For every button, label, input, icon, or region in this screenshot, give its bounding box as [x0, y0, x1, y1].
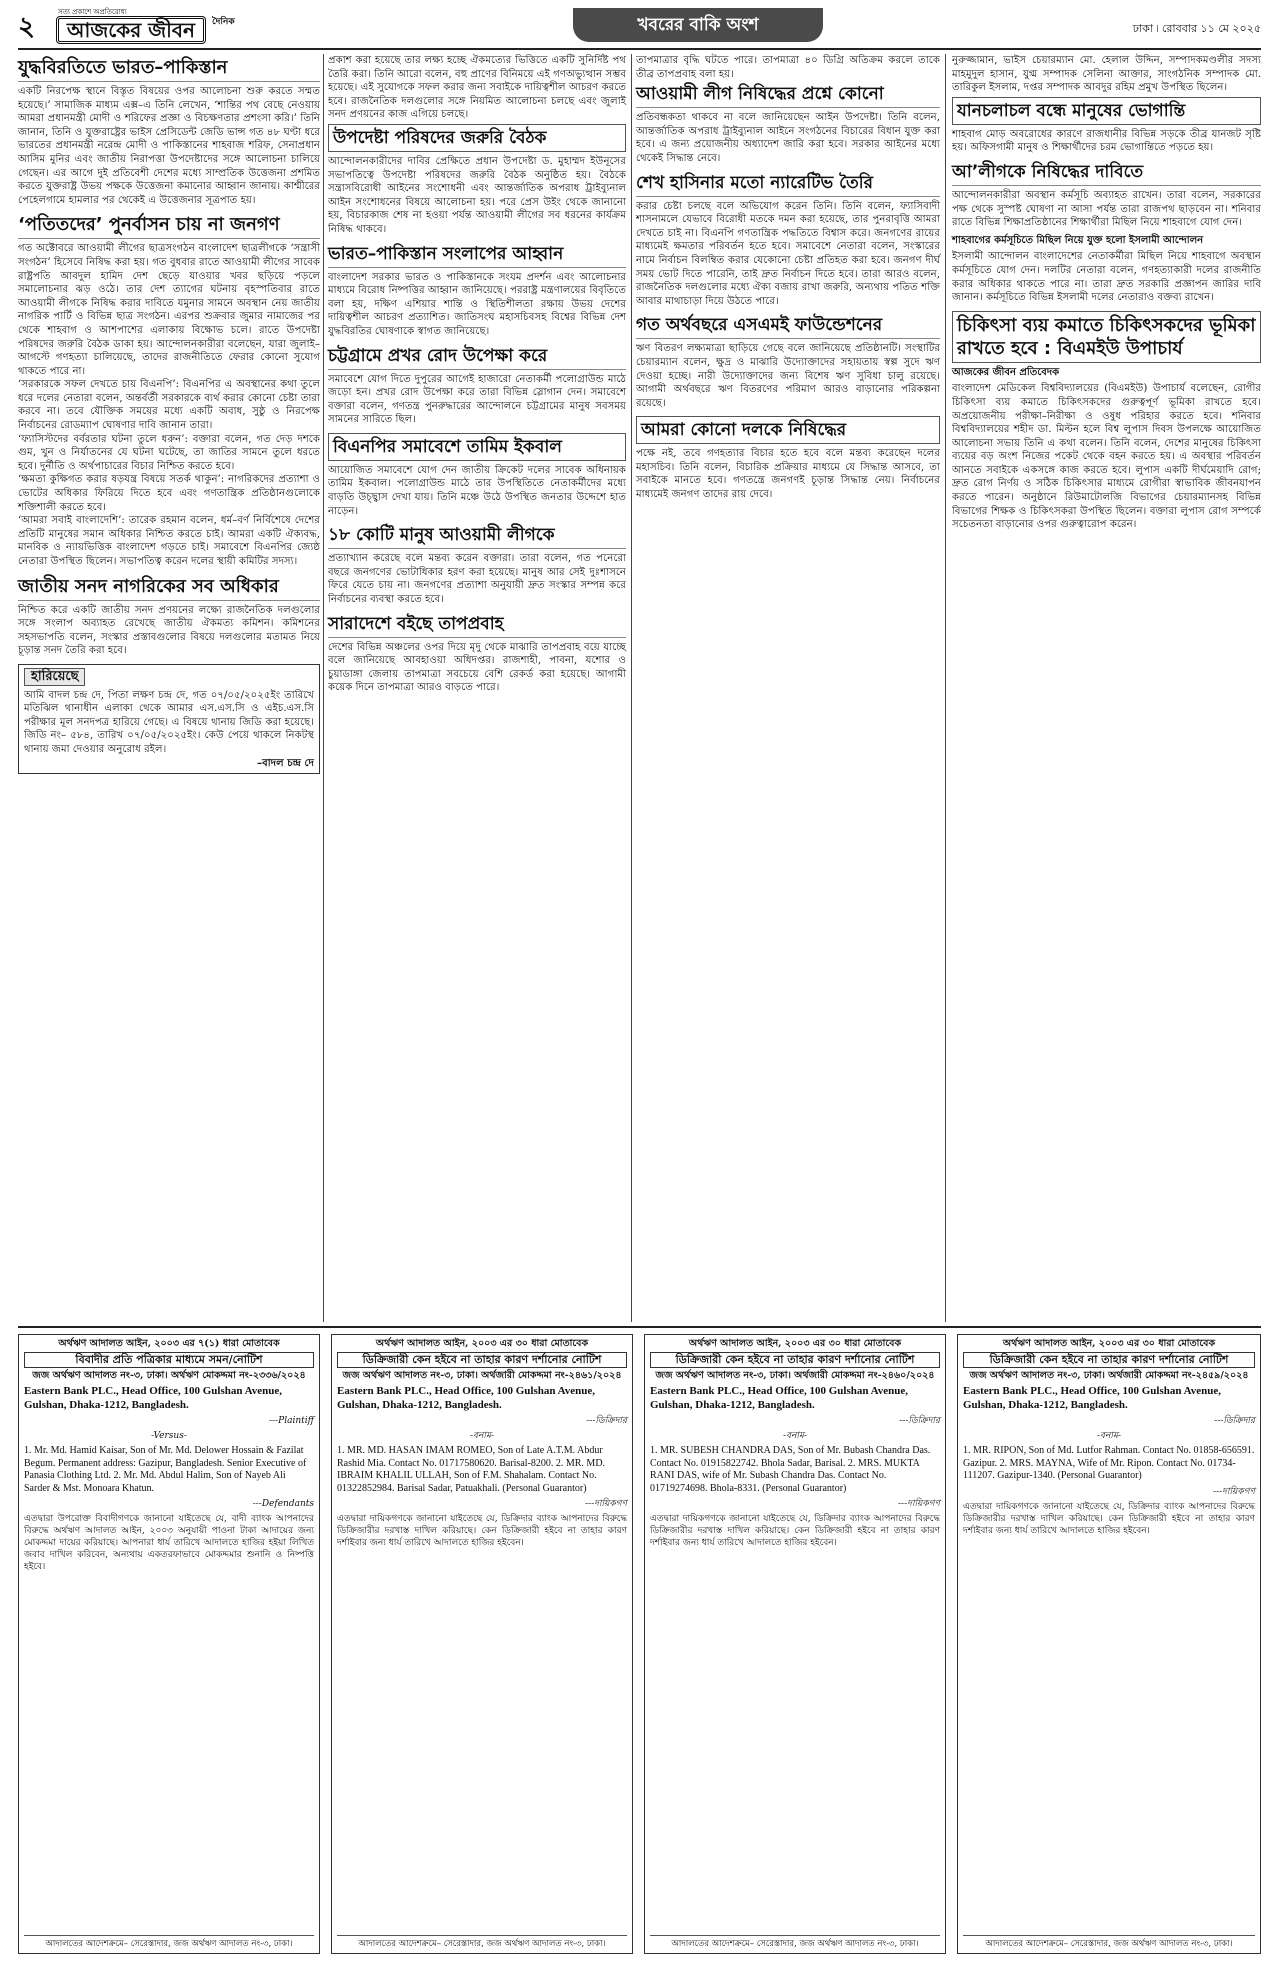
notice-defendants: 1. MR. RIPON, Son of Md. Lutfor Rahman. Contact No. 01858-656591. Gazipur. 2. MRS. MAYNA, Wife of Mr. Ripon. Contact No. 01734-111207. Gazipur-1340. (Personal Guarantor)	[963, 1445, 1255, 1481]
article-body: করার চেষ্টা চলছে বলে অভিযোগ করেন তিনি। তিনি বলেন, ফ্যাসিবাদী শাসনামলে যেভাবে বিরোধী মতকে দমন করা হয়েছে, তার পুনরাবৃত্তি আমরা দেখতে চাই না। বিএনপি গণতান্ত্রিক পদ্ধতিতে বিশ্বাস করে। জনগণের রায়ের মাধ্যমেই ক্ষমতার পরিবর্তন হতে হবে। সমাবেশে নেতারা বলেন, সংস্কারের নামে নির্বাচন বিলম্বিত করার যেকোনো চেষ্টা প্রতিহত করা হবে। জনগণ দীর্ঘ সময় ভোট দিতে পারেনি, তাই দ্রুত নির্বাচন দিতে হবে। তারা আরও বলেন, রাজনৈতিক দলগুলোর মধ্যে ঐক্য বজায় রাখা জরুরি, অন্যথায় পতিত শক্তি আবার মাথাচাড়া দিয়ে উঠতে পারে।	[636, 200, 940, 307]
article-body: বাংলাদেশ মেডিকেল বিশ্ববিদ্যালয়ের (বিএমইউ) উপাচার্য বলেছেন, রোগীর চিকিৎসা ব্যয় কমাতে চিকিৎসকদের গুরুত্বপূর্ণ ভূমিকা রাখতে হবে। অপ্রয়োজনীয় পরীক্ষা–নিরীক্ষা ও ওষুধ পরিহার করতে হবে। শনিবার বিশ্ববিদ্যালয়ের শহীদ ডা. মিল্টন হলে বিশ্ব লুপাস দিবস উপলক্ষে আয়োজিত আলোচনা সভায় তিনি এ কথা বলেন। তিনি বলেন, দেশের মানুষের চিকিৎসা ব্যয়ের বড় অংশ নিজের পকেট থেকে বহন করতে হয়। এ অবস্থার পরিবর্তন আনতে সবাইকে একসঙ্গে কাজ করতে হবে। লুপাস একটি দীর্ঘমেয়াদি রোগ; দ্রুত রোগ নির্ণয় ও সঠিক চিকিৎসার মাধ্যমে রোগীরা স্বাভাবিক জীবনযাপন করতে পারেন। অনুষ্ঠানে রিউমাটোলজি বিভাগের চেয়ারম্যানসহ বিভিন্ন বিভাগের শিক্ষক ও চিকিৎসকরা উপস্থিত ছিলেন। বক্তারা লুপাস রোগ সম্পর্কে সচেতনতা বাড়ানোর ওপর গুরুত্বারোপ করেন।	[952, 383, 1261, 531]
notice-label: ---Defendants	[252, 1499, 314, 1509]
legal-notice	[331, 1334, 633, 1954]
article	[18, 213, 320, 568]
article-body: প্রতিবন্ধকতা থাকবে না বলে জানিয়েছেন আইন উপদেষ্টা। তিনি বলেন, আন্তর্জাতিক অপরাধ ট্রাইব্যুনাল আইনে সংগঠনের বিচারের বিধান যুক্ত করা হবে। এ জন্য প্রয়োজনীয় অধ্যাদেশ জারি করা হবে। সরকার আইনের মধ্যে থেকেই সিদ্ধান্ত নেবে।	[636, 112, 940, 164]
brand-logo	[56, 16, 256, 44]
notice-label: ---ডিক্রিদার	[899, 1416, 940, 1426]
notice-defendants: 1. MR. SUBESH CHANDRA DAS, Son of Mr. Bubash Chandra Das. Contact No. 01915822742. Bhola Sadar, Barisal. 2. MRS. MUKTA RANI DAS, wife of Mr. Subash Chandra Das. Contact No. 01719274698. Bhola-8331. (Personal Guarantor)	[650, 1445, 931, 1494]
article	[636, 172, 940, 309]
headline: চিকিৎসা ব্যয় কমাতে চিকিৎসকদের ভূমিকা রাখতে হবে : বিএমইউ উপাচার্য	[952, 311, 1261, 363]
notice-footer: আদালতের আদেশক্রমে– সেরেস্তাদার, জজ অর্থঋণ আদালত নং-৩, ঢাকা।	[650, 1935, 940, 1950]
legal-notice	[957, 1334, 1261, 1954]
article-body: প্রকাশ করা হয়েছে তার লক্ষ্য হচ্ছে ঐকমত্যের ভিত্তিতে একটি সুনির্দিষ্ট পথ তৈরি করা। তিনি আরো বলেন, বহু প্রাণের বিনিময়ে এই গণঅভ্যুত্থান সম্ভব হয়েছে। এই সুযোগকে সফল করার জন্য সবাইকে দায়িত্বশীল আচরণ করতে হবে। রাজনৈতিক দলগুলোর সঙ্গে নিয়মিত আলোচনা চলছে এবং জুলাই সনদ প্রণয়নের কাজ এগিয়ে চলছে।	[328, 55, 626, 121]
notice-title: ডিক্রিজারী কেন হইবে না তাহার কারণ দর্শানোর নোটিশ	[337, 1352, 627, 1368]
lost-notice-signature: –বাদল চন্দ্র দে	[257, 756, 314, 769]
brand-daily-label: দৈনিক	[212, 17, 235, 27]
notice-body: এতদ্বারা দায়িকগণকে জানানো যাইতেছে যে, ডিক্রিদার ব্যাংক আপনাদের বিরুদ্ধে ডিক্রিজারীর দরখাস্ত দাখিল করিয়াছে। কেন ডিক্রিজারী হইবে না তাহার কারণ দর্শাইবার জন্য ধার্য তারিখে আদালতে হাজির হইবেন।	[337, 1514, 627, 1548]
notice-case: জজ অর্থঋণ আদালত নং-৩, ঢাকা। অর্থজারী মোকদ্দমা নং-২৪৬১/২০২৪	[342, 1370, 622, 1381]
article	[328, 433, 626, 518]
notice-label: ---দায়িকগণ	[898, 1499, 940, 1509]
notice-label: ---Plaintiff	[269, 1416, 314, 1426]
headline: যানচলাচল বন্ধে মানুষের ভোগান্তি	[952, 97, 1261, 125]
article-body: আন্দোলনকারীরা অবস্থান কর্মসূচি অব্যাহত রাখেন। তারা বলেন, সরকারের পক্ষ থেকে সুস্পষ্ট ঘোষণা না আসা পর্যন্ত তারা রাজপথ ছাড়বেন না। শনিবার রাতে বিভিন্ন শিক্ষাপ্রতিষ্ঠানের শিক্ষার্থীরা মিছিল নিয়ে শাহবাগে যোগ দেন।	[952, 189, 1261, 229]
article	[328, 524, 626, 606]
article-body: নুরুজ্জামান, ভাইস চেয়ারম্যান মো. হেলাল উদ্দিন, সম্পাদকমণ্ডলীর সদস্য মাহমুদুল হাসান, যুগ্ম সম্পাদক সেলিনা আক্তার, সাংগঠনিক সম্পাদক মো. তারিকুল ইসলাম, দপ্তর সম্পাদক আবদুর রহিম প্রমুখ উপস্থিত ছিলেন।	[952, 55, 1261, 94]
notice-case: জজ অর্থঋণ আদালত নং-৩, ঢাকা। অর্থঋণ মোকদ্দমা নং-২৩৩৬/২০২৪	[32, 1370, 306, 1381]
headline: উপদেষ্টা পরিষদের জরুরি বৈঠক	[328, 124, 626, 152]
headline: ১৮ কোটি মানুষ আওয়ামী লীগকে	[328, 524, 626, 549]
notice-plaintiff	[963, 1385, 1255, 1412]
article-body: আন্দোলনকারীদের দাবির প্রেক্ষিতে প্রধান উপদেষ্টা ড. মুহাম্মদ ইউনূসের সভাপতিত্বে উপদেষ্টা পরিষদের জরুরি বৈঠক অনুষ্ঠিত হয়। বৈঠকে সন্ত্রাসবিরোধী আইনের সংশোধনী এবং আন্তর্জাতিক অপরাধ ট্রাইব্যুনাল আইন সংশোধনের বিষয়ে আলোচনা হয়। পরে প্রেস উইং থেকে জানানো হয়, বিচারকাজ শেষ না হওয়া পর্যন্ত আওয়ামী লীগের সব ধরনের কার্যক্রম নিষিদ্ধ থাকবে।	[328, 155, 626, 235]
lost-notice	[18, 664, 320, 774]
brand-name: আজকের জীবন	[56, 16, 206, 44]
article-body: ইসলামী আন্দোলন বাংলাদেশের নেতাকর্মীরা মিছিল নিয়ে শাহবাগে অবস্থান কর্মসূচিতে যোগ দেন। দলটির নেতারা বলেন, গণহত্যাকারী দলের রাজনীতি করার অধিকার থাকতে পারে না। তারা দ্রুত সরকারি প্রজ্ঞাপন জারির দাবি জানান। কর্মসূচিতে বিভিন্ন ইসলামী দলের নেতারাও বক্তব্য রাখেন।	[952, 251, 1261, 304]
section-banner: খবরের বাকি অংশ	[573, 8, 823, 42]
article	[636, 314, 940, 410]
lost-notice-title: হারিয়েছে	[24, 668, 85, 686]
headline: চট্টগ্রামে প্রখর রোদ উপেক্ষা করে	[328, 345, 626, 370]
headline: ভারত–পাকিস্তান সংলাপের আহ্বান	[328, 243, 626, 268]
notice-plaintiff	[24, 1385, 314, 1412]
headline: আ’লীগকে নিষিদ্ধের দাবিতে	[952, 161, 1261, 186]
article	[636, 83, 940, 165]
subheadline: শাহবাগের কর্মসূচিতে মিছিল নিয়ে যুক্ত হলো ইসলামী আন্দোলন	[952, 234, 1204, 246]
article	[328, 243, 626, 339]
byline: আজকের জীবন প্রতিবেদক	[952, 366, 1060, 378]
notice-body: এতদ্বারা উপরোক্ত বিবাদীগণকে জানানো যাইতেছে যে, বাদী ব্যাংক আপনাদের বিরুদ্ধে অর্থঋণ আদালত আইন, ২০০৩ অনুযায়ী পাওনা টাকা আদায়ের জন্য মোকদ্দমা দায়ের করিয়াছে। আপনারা ধার্য তারিখে আদালতে হাজির হইয়া লিখিত জবাব দাখিল করিবেন, অন্যথায় একতরফাভাবে মোকদ্দমার শুনানি ও নিষ্পত্তি হইবে।	[24, 1514, 314, 1572]
notice-label: -বনাম-	[469, 1431, 495, 1441]
notice-case: জজ অর্থঋণ আদালত নং-৩, ঢাকা। অর্থজারী মোকদ্দমা নং-২৪৬০/২০২৪	[655, 1370, 935, 1381]
article-body: বাংলাদেশ সরকার ভারত ও পাকিস্তানকে সংযম প্রদর্শন এবং আলোচনার মাধ্যমে বিরোধ নিষ্পত্তির আহ্বান জানিয়েছে। পররাষ্ট্র মন্ত্রণালয়ের বিবৃতিতে বলা হয়, দক্ষিণ এশিয়ার শান্তি ও স্থিতিশীলতা রক্ষায় উভয় দেশের দায়িত্বশীল আচরণ প্রত্যাশিত। জাতিসংঘ মহাসচিবসহ বিশ্বের বিভিন্ন দেশ যুদ্ধবিরতির ঘোষণাকে স্বাগত জানিয়েছে।	[328, 271, 626, 337]
column-3	[636, 54, 940, 508]
article-body: একটি নিরপেক্ষ স্থানে বিস্তৃত বিষয়ের ওপর আলোচনা শুরু করতে সম্মত হয়েছে।’ সামাজিক মাধ্যম এক্স–এ তিনি লেখেন, ‘শান্তির পথ বেছে নেওয়ায় আমরা প্রধানমন্ত্রী মোদী ও শরিফের প্রজ্ঞা ও বিচক্ষণতার প্রশংসা করি।’ তিনি জানান, তিনি ও যুক্তরাষ্ট্রের ভাইস প্রেসিডেন্ট জেডি ভান্স গত ৪৮ ঘণ্টা ধরে ভারতের প্রধানমন্ত্রী নরেন্দ্র মোদী ও পাকিস্তানের শাহবাজ শরিফ, সেনাপ্রধান আসিম মুনির এবং জাতীয় নিরাপত্তা উপদেষ্টাদের সঙ্গে আলোচনা চালিয়ে গেছেন। এর আগে দুই প্রতিবেশী দেশের মধ্যে সাম্প্রতিক উত্তেজনা প্রশমিত করতে যুক্তরাষ্ট্র উভয় পক্ষকে উত্তেজনা কমানোর আহ্বান জানায়। কাশ্মীরের পেহেলগামে হামলার পর থেকেই এ উত্তেজনার সূত্রপাত হয়।	[18, 86, 320, 206]
notice-footer: আদালতের আদেশক্রমে– সেরেস্তাদার, জজ অর্থঋণ আদালত নং-৩, ঢাকা।	[337, 1935, 627, 1950]
column-divider	[323, 54, 324, 1322]
article-body: শাহবাগ মোড় অবরোধের কারণে রাজধানীর বিভিন্ন সড়কে তীব্র যানজট সৃষ্টি হয়। অফিসগামী মানুষ ও শিক্ষার্থীদের চরম ভোগান্তিতে পড়তে হয়।	[952, 128, 1261, 154]
article	[18, 575, 320, 658]
notice-label: ---দায়িকগণ	[585, 1499, 627, 1509]
article-body: প্রত্যাখ্যান করেছে বলে মন্তব্য করেন বক্তারা। তারা বলেন, গত পনেরো বছরে জনগণের ভোটাধিকার হরণ করা হয়েছে। মানুষ আর সেই দুঃশাসনে ফিরে যেতে চায় না। জনগণের প্রত্যাশা অনুযায়ী দ্রুত সংস্কার সম্পন্ন করে নির্বাচনের ব্যবস্থা করতে হবে।	[328, 553, 626, 606]
headline: যুদ্ধবিরতিতে ভারত–পাকিস্তান	[18, 56, 320, 82]
notice-label: -Versus-	[151, 1431, 187, 1441]
notice-title: বিবাদীর প্রতি পত্রিকার মাধ্যমে সমন/নোটিশ	[24, 1352, 314, 1368]
legal-notices	[18, 1326, 1261, 1960]
notice-label: -বনাম-	[782, 1431, 808, 1441]
notice-footer: আদালতের আদেশক্রমে– সেরেস্তাদার, জজ অর্থঋণ আদালত নং-৩, ঢাকা।	[24, 1935, 314, 1950]
notice-law: অর্থঋণ আদালত আইন, ২০০৩ এর ৩০ ধারা মোতাবেক	[375, 1338, 589, 1349]
brand-tagline: সত্য প্রকাশে অপ্রতিরোধ্য	[58, 8, 127, 16]
notice-footer: আদালতের আদেশক্রমে– সেরেস্তাদার, জজ অর্থঋণ আদালত নং-৩, ঢাকা।	[963, 1935, 1255, 1950]
notice-label: -বনাম-	[1096, 1431, 1122, 1441]
notice-title: ডিক্রিজারী কেন হইবে না তাহার কারণ দর্শানোর নোটিশ	[650, 1352, 940, 1368]
notice-title: ডিক্রিজারী কেন হইবে না তাহার কারণ দর্শানোর নোটিশ	[963, 1352, 1255, 1368]
column-divider	[631, 54, 632, 1322]
notice-label: ---দায়িকগণ	[1213, 1486, 1255, 1497]
issue-date: ঢাকা ৷ রোববার ১১ মে ২০২৫	[1132, 22, 1261, 35]
notice-plaintiff	[337, 1385, 627, 1412]
notice-case: জজ অর্থঋণ আদালত নং-৩, ঢাকা। অর্থজারী মোকদ্দমা নং-২৪৫৯/২০২৪	[969, 1370, 1249, 1381]
article	[328, 613, 626, 695]
notice-plaintiff-name: Eastern Bank PLC., Head Office, 100 Gulshan Avenue, Gulshan, Dhaka-1212, Bangladesh.	[963, 1385, 1222, 1411]
column-4	[952, 54, 1261, 538]
notice-label: ---ডিক্রিদার	[586, 1416, 627, 1426]
article	[18, 56, 320, 207]
article-body: আয়োজিত সমাবেশে যোগ দেন জাতীয় ক্রিকেট দলের সাবেক অধিনায়ক তামিম ইকবাল। পলোগ্রাউন্ড মাঠে তার উপস্থিতিতে নেতাকর্মীদের মধ্যে বাড়তি উচ্ছ্বাস দেখা যায়। তিনি মঞ্চে উঠে উপস্থিত জনতার উদ্দেশে হাত নাড়েন।	[328, 464, 626, 517]
notice-body: এতদ্বারা দায়িকগণকে জানানো যাইতেছে যে, ডিক্রিদার ব্যাংক আপনাদের বিরুদ্ধে ডিক্রিজারীর দরখাস্ত দাখিল করিয়াছে। কেন ডিক্রিজারী হইবে না তাহার কারণ দর্শাইবার জন্য ধার্য তারিখে আদালতে হাজির হইবেন।	[963, 1501, 1255, 1536]
article	[952, 311, 1261, 532]
notice-law: অর্থঋণ আদালত আইন, ২০০৩ এর ৩০ ধারা মোতাবেক	[688, 1338, 902, 1349]
page-number: ২	[18, 12, 35, 42]
article-body: পক্ষে নই, তবে গণহত্যার বিচার হতে হবে বলে মন্তব্য করেছেন দলের মহাসচিব। তিনি বলেন, বিচারিক প্রক্রিয়ার মাধ্যমে যে সিদ্ধান্ত আসবে, তা সবাইকে মানতে হবে। গণতন্ত্রে জনগণই চূড়ান্ত সিদ্ধান্ত নেয়। নির্বাচনের মাধ্যমেই জনগণ তাদের রায় দেবে।	[636, 448, 940, 501]
column-divider	[945, 54, 946, 1322]
notice-body: এতদ্বারা দায়িকগণকে জানানো যাইতেছে যে, ডিক্রিদার ব্যাংক আপনাদের বিরুদ্ধে ডিক্রিজারীর দরখাস্ত দাখিল করিয়াছে। কেন ডিক্রিজারী হইবে না তাহার কারণ দর্শাইবার জন্য ধার্য তারিখে আদালতে হাজির হইবেন।	[650, 1514, 940, 1548]
legal-notice	[644, 1334, 946, 1954]
headline: সারাদেশে বইছে তাপপ্রবাহ	[328, 613, 626, 638]
headline: গত অর্থবছরে এসএমই ফাউন্ডেশনের	[636, 314, 940, 339]
article	[636, 416, 940, 501]
notice-defendants: 1. MR. MD. HASAN IMAM ROMEO, Son of Late A.T.M. Abdur Rashid Mia. Contact No. 01717580620. Barisal-8200. 2. MR. MD. IBRAIM KHALIL ULLAH, Son of F.M. Shahalam. Contact No. 01322852984. Barisal Sadar, Patuakhali. (Personal Guarantor)	[337, 1445, 606, 1494]
headline: ‘পতিতদের’ পুনর্বাসন চায় না জনগণ	[18, 213, 320, 239]
article	[952, 97, 1261, 155]
notice-plaintiff-name: Eastern Bank PLC., Head Office, 100 Gulshan Avenue, Gulshan, Dhaka-1212, Bangladesh.	[337, 1385, 596, 1411]
headline: আওয়ামী লীগ নিষিদ্ধের প্রশ্নে কোনো	[636, 83, 940, 108]
notice-plaintiff-name: Eastern Bank PLC., Head Office, 100 Gulshan Avenue, Gulshan, Dhaka-1212, Bangladesh.	[650, 1385, 909, 1411]
notice-law: অর্থঋণ আদালত আইন, ২০০৩ এর ৭(১) ধারা মোতাবেক	[58, 1338, 280, 1349]
article-body: নিশ্চিত করে একটি জাতীয় সনদ প্রণয়নের লক্ষ্যে রাজনৈতিক দলগুলোর সঙ্গে সংলাপ অব্যাহত রেখেছে জাতীয় ঐকমত্য কমিশন। কমিশনের সহসভাপতি বলেন, সংস্কার প্রস্তাবগুলোর বিষয়ে দলগুলোর মতামত নিয়ে চূড়ান্ত সনদ তৈরি করা হবে।	[18, 604, 320, 657]
notice-defendants: 1. Mr. Md. Hamid Kaisar, Son of Mr. Md. Delower Hossain & Fazilat Begum. Permanent address: Gazipur, Bangladesh. Senior Executive of Panasia Clothing Ltd. 2. Mr. Md. Abdul Halim, Son of Nayeb Ali Sarder & Mst. Monoara Khatun.	[24, 1445, 307, 1494]
article-body: সমাবেশে যোগ দিতে দুপুরের আগেই হাজারো নেতাকর্মী পলোগ্রাউন্ড মাঠে জড়ো হন। প্রখর রোদ উপেক্ষা করে তারা বিভিন্ন স্লোগান দেন। সমাবেশে বক্তারা বলেন, গণতন্ত্র পুনরুদ্ধারের আন্দোলনে চট্টগ্রামের মানুষ সবসময় সামনের সারিতে ছিল।	[328, 373, 626, 426]
headline: বিএনপির সমাবেশে তামিম ইকবাল	[328, 433, 626, 461]
masthead	[18, 8, 1261, 50]
notice-label: ---ডিক্রিদার	[1214, 1416, 1255, 1426]
article-body: গত অক্টোবরে আওয়ামী লীগের ছাত্রসংগঠন বাংলাদেশ ছাত্রলীগকে ‘সন্ত্রাসী সংগঠন’ হিসেবে নিষিদ্ধ করা হয়। গত বুধবার রাতে আওয়ামী লীগের সাবেক রাষ্ট্রপতি আবদুল হামিদ দেশ ছেড়ে যাওয়ার খবর ছড়িয়ে পড়লে সমালোচনার ঝড় ওঠে। তার দেশ ত্যাগের ঘটনায় বৃহস্পতিবার রাতে আওয়ামী লীগকে নিষিদ্ধ করার দাবিতে যমুনার সামনে অবস্থান নেয় জাতীয় নাগরিক পার্টি ও বিভিন্ন ছাত্র সংগঠন। এরপর শুক্রবার জুমার নামাজের পর থেকে শাহবাগ ও আশপাশের এলাকায় বিক্ষোভ চলে। রাতে উপদেষ্টা পরিষদের জরুরি বৈঠক ডাকা হয়। আন্দোলনকারীরা বলেছেন, যারা জুলাই–আগস্টে গণহত্যা চালিয়েছে, তাদের রাজনীতিতে ফেরার কোনো সুযোগ থাকতে পারে না। ‘সরকারকে সফল দেখতে চায় বিএনপি’: বিএনপির এ অবস্থানের কথা তুলে ধরে দলের নেতারা বলেন, অন্তর্বর্তী সরকারকে ব্যর্থ করার কোনো চেষ্টা তারা করবে না। তবে যৌক্তিক সময়ের মধ্যে একটি অবাধ, সুষ্ঠু ও নিরপেক্ষ নির্বাচনের রোডম্যাপ ঘোষণার দাবি জানান তারা। ‘ফ্যাসিস্টদের বর্বরতার ঘটনা তুলে ধরুন’: বক্তারা বলেন, গত দেড় দশকে গুম, খুন ও নির্যাতনের যে ঘটনা ঘটেছে, তা জাতির সামনে তুলে ধরতে হবে। দুর্নীতি ও অর্থপাচারের বিচার নিশ্চিত করতে হবে। ‘ক্ষমতা কুক্ষিগত করার ষড়যন্ত্র বিষয়ে সতর্ক থাকুন’: নাগরিকদের প্রত্যাশা ও ভোটের অধিকার ফিরিয়ে দিতে হবে এবং গণতান্ত্রিক প্রতিষ্ঠানগুলোকে শক্তিশালী করতে হবে। ‘আমরা সবাই বাংলাদেশি’: তারেক রহমান বলেন, ধর্ম–বর্ণ নির্বিশেষে দেশের প্রতিটি মানুষের সমান অধিকার নিশ্চিত করতে চাই। আমরা একটি ঐক্যবদ্ধ, মানবিক ও ন্যায়ভিত্তিক বাংলাদেশ গড়তে চাই। সমাবেশে বিএনপির জ্যেষ্ঠ নেতারা উপস্থিত ছিলেন। সভাপতিত্ব করেন দলের স্থায়ী কমিটির সদস্য।	[18, 243, 320, 567]
headline: আমরা কোনো দলকে নিষিদ্ধের	[636, 416, 940, 444]
column-1	[18, 54, 320, 774]
headline: শেখ হাসিনার মতো ন্যারেটিভ তৈরি	[636, 172, 940, 197]
article	[952, 161, 1261, 305]
article-body: দেশের বিভিন্ন অঞ্চলের ওপর দিয়ে মৃদু থেকে মাঝারি তাপপ্রবাহ বয়ে যাচ্ছে বলে জানিয়েছে আবহাওয়া অধিদপ্তর। রাজশাহী, পাবনা, যশোর ও চুয়াডাঙ্গা জেলায় তাপমাত্রা সবচেয়ে বেশি রেকর্ড করা হয়েছে। আগামী কয়েক দিনে তাপমাত্রা আরও বাড়তে পারে।	[328, 641, 626, 694]
notice-law: অর্থঋণ আদালত আইন, ২০০৩ এর ৩০ ধারা মোতাবেক	[1002, 1338, 1216, 1349]
lost-notice-body: আমি বাদল চন্দ্র দে, পিতা লক্ষণ চন্দ্র দে, গত ০৭/০৫/২০২৫ইং তারিখে মতিঝিল থানাধীন এলাকা থেকে আমার এস.এস.সি ও এইচ.এস.সি পরীক্ষার মূল সনদপত্র হারিয়ে গেছে। এ বিষয়ে থানায় জিডি করা হয়েছে। জিডি নং– ৫৮৪, তারিখ ০৭/০৫/২০২৫ইং। কেউ পেয়ে থাকলে নিকটস্থ থানায় জমা দেওয়ার অনুরোধ রইল।	[24, 689, 314, 755]
article	[328, 124, 626, 237]
article	[328, 345, 626, 427]
article-body: ঋণ বিতরণ লক্ষ্যমাত্রা ছাড়িয়ে গেছে বলে জানিয়েছে প্রতিষ্ঠানটি। সংস্থাটির চেয়ারম্যান বলেন, ক্ষুদ্র ও মাঝারি উদ্যোক্তাদের সহায়তায় স্বল্প সুদে ঋণ দেওয়া হচ্ছে। নারী উদ্যোক্তাদের জন্য বিশেষ ঋণ সুবিধা চালু রয়েছে। আগামী অর্থবছরে ঋণ বিতরণের পরিমাণ আরও বাড়ানোর পরিকল্পনা রয়েছে।	[636, 343, 940, 409]
legal-notice	[18, 1334, 320, 1954]
article-body: তাপমাত্রার বৃদ্ধি ঘটতে পারে। তাপমাত্রা ৪০ ডিগ্রি অতিক্রম করলে তাকে তীব্র তাপপ্রবাহ বলা হয়।	[636, 55, 940, 80]
headline: জাতীয় সনদ নাগরিকের সব অধিকার	[18, 575, 320, 601]
notice-plaintiff	[650, 1385, 940, 1412]
notice-plaintiff-name: Eastern Bank PLC., Head Office, 100 Gulshan Avenue, Gulshan, Dhaka-1212, Bangladesh.	[24, 1385, 283, 1411]
column-2	[328, 54, 626, 701]
